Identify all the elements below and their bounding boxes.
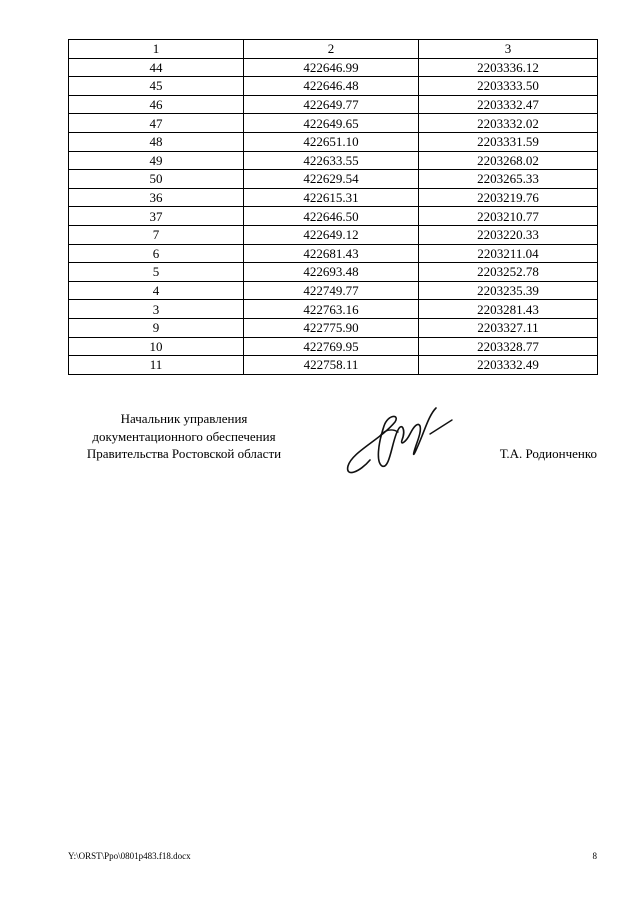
signer-name: Т.А. Родионченко bbox=[499, 446, 597, 461]
table-cell: 422651.10 bbox=[244, 132, 419, 151]
table-cell: 44 bbox=[69, 58, 244, 77]
table-cell: 2203332.02 bbox=[419, 114, 598, 133]
table-cell: 2203219.76 bbox=[419, 188, 598, 207]
table-row bbox=[69, 151, 598, 170]
table-cell: 2203331.59 bbox=[419, 132, 598, 151]
table-cell: 422693.48 bbox=[244, 263, 419, 282]
table-row bbox=[69, 281, 598, 300]
signer-title-line: Правительства Ростовской области bbox=[86, 446, 282, 461]
table-cell: 48 bbox=[69, 132, 244, 151]
table-cell: 2203220.33 bbox=[419, 225, 598, 244]
table-row bbox=[69, 132, 598, 151]
table-cell: 5 bbox=[69, 263, 244, 282]
table-cell: 2203328.77 bbox=[419, 337, 598, 356]
table-cell: 11 bbox=[69, 356, 244, 375]
table-cell: 422649.77 bbox=[244, 95, 419, 114]
table-cell: 9 bbox=[69, 318, 244, 337]
table-cell: 2203252.78 bbox=[419, 263, 598, 282]
table-cell: 2203336.12 bbox=[419, 58, 598, 77]
table-cell: 422629.54 bbox=[244, 170, 419, 189]
table-cell: 4 bbox=[69, 281, 244, 300]
table-cell: 7 bbox=[69, 225, 244, 244]
table-cell: 6 bbox=[69, 244, 244, 263]
table-cell: 2203327.11 bbox=[419, 318, 598, 337]
table-row bbox=[69, 95, 598, 114]
table-row bbox=[69, 188, 598, 207]
signer-title-line: Начальник управления bbox=[120, 411, 248, 426]
table-cell: 10 bbox=[69, 337, 244, 356]
handwritten-signature bbox=[340, 400, 455, 480]
table-cell: 49 bbox=[69, 151, 244, 170]
table-cell: 422769.95 bbox=[244, 337, 419, 356]
signer-title bbox=[68, 410, 300, 463]
table-cell: 422646.50 bbox=[244, 207, 419, 226]
table-row bbox=[69, 244, 598, 263]
table-cell: 422775.90 bbox=[244, 318, 419, 337]
table-cell: 2203281.43 bbox=[419, 300, 598, 319]
table-cell: 422758.11 bbox=[244, 356, 419, 375]
table-cell: 2203235.39 bbox=[419, 281, 598, 300]
table-cell: 2203211.04 bbox=[419, 244, 598, 263]
table-row bbox=[69, 58, 598, 77]
page-number: 8 bbox=[592, 851, 597, 861]
table-cell: 422649.65 bbox=[244, 114, 419, 133]
table-cell: 46 bbox=[69, 95, 244, 114]
table-cell: 422646.48 bbox=[244, 77, 419, 96]
table-row bbox=[69, 337, 598, 356]
table-cell: 45 bbox=[69, 77, 244, 96]
column-header: 2 bbox=[244, 40, 419, 59]
table-cell: 2203332.47 bbox=[419, 95, 598, 114]
table-cell: 2203332.49 bbox=[419, 356, 598, 375]
table-cell: 422749.77 bbox=[244, 281, 419, 300]
table-cell: 422633.55 bbox=[244, 151, 419, 170]
table-row bbox=[69, 114, 598, 133]
table-cell: 37 bbox=[69, 207, 244, 226]
table-row bbox=[69, 170, 598, 189]
table-row bbox=[69, 263, 598, 282]
table-cell: 422763.16 bbox=[244, 300, 419, 319]
table-cell: 2203268.02 bbox=[419, 151, 598, 170]
table-row bbox=[69, 207, 598, 226]
column-header: 3 bbox=[419, 40, 598, 59]
table-row bbox=[69, 77, 598, 96]
table-row bbox=[69, 225, 598, 244]
table-cell: 2203265.33 bbox=[419, 170, 598, 189]
table-cell: 36 bbox=[69, 188, 244, 207]
table-cell: 2203210.77 bbox=[419, 207, 598, 226]
signer-title-line: документационного обеспечения bbox=[92, 428, 276, 444]
table-row bbox=[69, 300, 598, 319]
coordinates-table bbox=[68, 39, 598, 375]
table-cell: 422646.99 bbox=[244, 58, 419, 77]
table-cell: 3 bbox=[69, 300, 244, 319]
table-cell: 422615.31 bbox=[244, 188, 419, 207]
footer-file-path: Y:\ORST\Ppo\0801p483.f18.docx bbox=[68, 851, 191, 861]
table-cell: 2203333.50 bbox=[419, 77, 598, 96]
table-cell: 50 bbox=[69, 170, 244, 189]
table-row bbox=[69, 318, 598, 337]
column-header: 1 bbox=[69, 40, 244, 59]
table-cell: 422649.12 bbox=[244, 225, 419, 244]
table-cell: 47 bbox=[69, 114, 244, 133]
table-header-row bbox=[69, 40, 598, 59]
table-cell: 422681.43 bbox=[244, 244, 419, 263]
table-row bbox=[69, 356, 598, 375]
